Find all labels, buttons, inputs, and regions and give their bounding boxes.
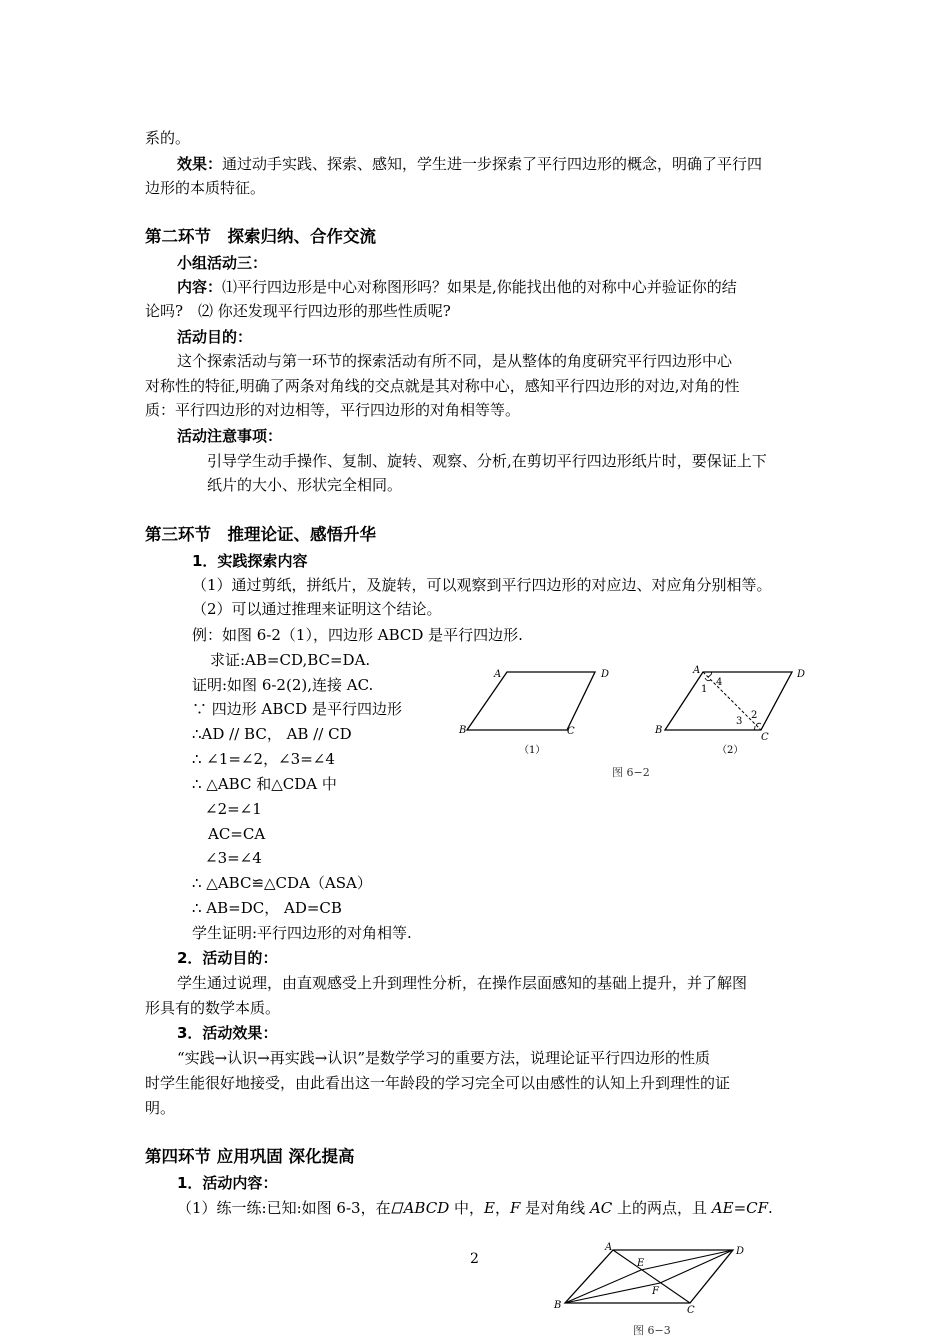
- p1-text-e: ，: [494, 1199, 510, 1217]
- parallelogram-2: [665, 672, 792, 730]
- fig1-label-c: C: [567, 726, 575, 737]
- fig3-label-b: B: [554, 1300, 562, 1311]
- p1-f: F: [509, 1199, 521, 1217]
- fig3-label-e: E: [637, 1258, 645, 1269]
- goal-line2: 对称性的特征,明确了两条对角线的交点就是其对称中心，感知平行四边形的对边,对角的性: [145, 377, 740, 395]
- effect-paragraph-line1: [177, 154, 762, 174]
- section3-p2: （2）可以通过推理来证明这个结论。: [192, 600, 442, 618]
- parallelogram-symbol-icon: [391, 1202, 404, 1214]
- fig2-label-d: D: [797, 669, 806, 680]
- proof-step-5: ∠2=∠1: [205, 800, 262, 818]
- fig3-label-d: D: [736, 1246, 745, 1257]
- example-line: 例：如图 6-2（1），四边形 ABCD 是平行四边形.: [192, 626, 523, 644]
- p1-e: E: [484, 1199, 495, 1217]
- goal-line3: 质：平行四边形的对边相等，平行四边形的对角相等等。: [145, 401, 521, 419]
- fig1-label-d: D: [601, 669, 610, 680]
- p1-text-a: （1）练一练:已知:如图 6-3，在: [177, 1199, 391, 1217]
- p1-text-i: 上的两点，且: [612, 1199, 712, 1217]
- parallelogram-abcd: [565, 1250, 733, 1303]
- effect-text: 通过动手实践、探索、感知，学生进一步探索了平行四边形的概念，明确了平行四: [222, 155, 763, 173]
- fig3-label-a: A: [605, 1242, 613, 1253]
- fig1-sublabel: （1）: [519, 745, 546, 756]
- section4-sub1: 1．活动内容：: [177, 1174, 278, 1192]
- fig1-label-b: B: [459, 725, 467, 736]
- p1-abcd: ABCD: [403, 1199, 450, 1217]
- proof-line: 证明:如图 6-2(2),连接 AC.: [192, 676, 374, 694]
- fig3-label-c: C: [687, 1305, 695, 1316]
- notes-line1: 引导学生动手操作、复制、旋转、观察、分析,在剪切平行四边形纸片时，要保证上下: [207, 452, 767, 470]
- section3-effect-line1: “实践→认识→再实践→认识”是数学学习的重要方法，说理论证平行四边形的性质: [177, 1049, 711, 1067]
- proof-step-7: ∠3=∠4: [205, 849, 262, 867]
- prove-line: 求证:AB=CD,BC=DA.: [210, 651, 371, 669]
- content-line1: [177, 277, 737, 297]
- proof-step-9: ∴ AB=DC， AD=CB: [192, 899, 342, 917]
- figure-6-2-caption: 图 6−2: [612, 766, 650, 779]
- section3-goal-line2: 形具有的数学本质。: [145, 999, 281, 1017]
- fig1-label-a: A: [494, 669, 502, 680]
- content-label: 内容：: [177, 278, 223, 296]
- proof-step-2: ∴AD // BC， AB // CD: [192, 725, 352, 743]
- section3-effect-line2: 时学生能很好地接受，由此看出这一年龄段的学习完全可以由感性的认知上升到理性的证: [145, 1074, 731, 1092]
- section4-p1: [177, 1198, 773, 1218]
- proof-step-6: AC=CA: [208, 825, 266, 843]
- content-text: ⑴平行四边形是中心对称图形吗？如果是,你能找出他的对称中心并验证你的结: [222, 278, 737, 296]
- section4-heading: 第四环节 应用巩固 深化提高: [145, 1147, 355, 1166]
- section3-goal-line1: 学生通过说理，由直观感受上升到理性分析，在操作层面感知的基础上提升，并了解图: [177, 974, 748, 992]
- goal-line1: 这个探索活动与第一环节的探索活动有所不同，是从整体的角度研究平行四边形中心: [177, 352, 733, 370]
- parallelogram-1: [467, 672, 595, 730]
- figure-6-2: [455, 660, 815, 785]
- section2-heading: 第二环节 探索归纳、合作交流: [145, 227, 376, 246]
- angle-3-label: 3: [736, 716, 743, 727]
- section3-sub2: 2．活动目的：: [177, 949, 278, 967]
- content-line2: 论吗? ⑵ 你还发现平行四边形的那些性质呢?: [145, 302, 451, 320]
- p1-ae-cf: AE=CF: [711, 1199, 769, 1217]
- intro-line: 系的。: [145, 129, 191, 147]
- p1-ac: AC: [589, 1199, 613, 1217]
- figure-6-3: [545, 1238, 760, 1342]
- fig2-label-a: A: [693, 665, 701, 676]
- notes-line2: 纸片的大小、形状完全相同。: [207, 476, 403, 494]
- p1-text-c: 中，: [449, 1199, 484, 1217]
- effect-paragraph-line2: 边形的本质特征。: [145, 179, 266, 197]
- fig2-label-c: C: [761, 732, 769, 743]
- proof-step-3: ∴ ∠1=∠2，∠3=∠4: [192, 750, 335, 768]
- activity-label: 小组活动三：: [177, 254, 268, 272]
- p1-text-g: 是对角线: [520, 1199, 590, 1217]
- fig2-sublabel: （2）: [717, 745, 744, 756]
- effect-label: 效果：: [177, 155, 223, 173]
- goal-label: 活动目的：: [177, 328, 253, 346]
- section3-p1: （1）通过剪纸，拼纸片，及旋转，可以观察到平行四边形的对应边、对应角分别相等。: [192, 576, 772, 594]
- angle-4-label: 4: [716, 677, 723, 688]
- section3-sub3: 3．活动效果：: [177, 1024, 278, 1042]
- fig2-label-b: B: [655, 725, 663, 736]
- page-number: 2: [470, 1251, 479, 1267]
- notes-label: 活动注意事项：: [177, 427, 283, 445]
- section3-sub1: 1．实践探索内容: [192, 552, 308, 570]
- fig3-label-f: F: [652, 1286, 659, 1297]
- section3-effect-line3: 明。: [145, 1099, 176, 1117]
- proof-step-10: 学生证明:平行四边形的对角相等.: [192, 924, 412, 942]
- figure-6-3-caption: 图 6−3: [633, 1324, 671, 1337]
- section3-heading: 第三环节 推理论证、感悟升华: [145, 525, 376, 544]
- angle-2-label: 2: [751, 710, 758, 721]
- proof-step-4: ∴ △ABC 和△CDA 中: [192, 775, 337, 793]
- proof-step-1: ∵ 四边形 ABCD 是平行四边形: [192, 700, 402, 718]
- p1-text-k: .: [768, 1199, 773, 1217]
- proof-step-8: ∴ △ABC≌△CDA（ASA）: [192, 874, 372, 892]
- angle-1-label: 1: [701, 684, 708, 695]
